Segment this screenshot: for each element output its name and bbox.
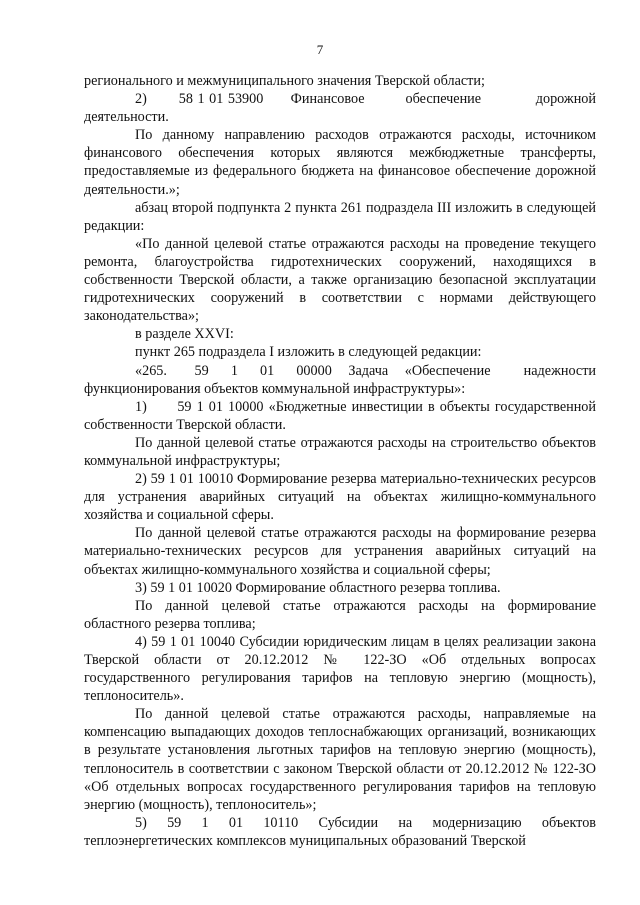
paragraph-10: По данной целевой статье отражаются расходы на строительство объектов коммунальной инфраструктуры;: [84, 434, 596, 469]
paragraph-15: 4) 59 1 01 10040 Субсидии юридическим лицам в целях реализации закона Тверской области от 20.12.2012 № 122-ЗО «Об отдельных вопросах государственного регулирования тарифов на тепловую энергию (мощность), теплоноситель».: [84, 633, 596, 705]
document-body: [84, 72, 596, 850]
paragraph-3: По данному направлению расходов отражаются расходы, источником финансового обеспечения которых являются межбюджетные трансферты, предоставляемые из федерального бюджета на финансовое обеспечение дорожной деятельности.»;: [84, 127, 596, 198]
paragraph-1: регионального и межмуниципального значения Тверской области;: [84, 73, 485, 89]
paragraph-16: По данной целевой статье отражаются расходы, направляемые на компенсацию выпадающих доходов теплоснабжающих организаций, возникающих в результате установления льготных тарифов на тепловую энергию (мощность), теплоноситель в соответствии с законом Тверской области от 20.12.2012 № 122-ЗО «Об отдельных вопросах государственного регулирования тарифов на тепловую энергию (мощность), теплоноситель»;: [84, 706, 596, 813]
paragraph-14: По данной целевой статье отражаются расходы на формирование областного резерва топлива;: [84, 597, 596, 632]
paragraph-8: «265. 59 1 01 00000 Задача «Обеспечение надежности функционирования объектов коммунальной инфраструктуры»:: [84, 362, 596, 397]
paragraph-13: 3) 59 1 01 10020 Формирование областного резерва топлива.: [135, 579, 501, 596]
paragraph-11: 2) 59 1 01 10010 Формирование резерва материально-технических ресурсов для устранения аварийных ситуаций на объектах жилищно-коммунального хозяйства и социальной сферы.: [84, 471, 596, 524]
paragraph-9: 1) 59 1 01 10000 «Бюджетные инвестиции в объекты государственной собственности Тверской области.: [84, 398, 596, 433]
paragraph-17: 5) 59 1 01 10110 Субсидии на модернизацию объектов теплоэнергетических комплексов муниципальных образований Тверской: [84, 814, 596, 849]
page-number: 7: [316, 42, 324, 57]
paragraph-2: 2) 58 1 01 53900 Финансовое обеспечение дорожной деятельности.: [84, 91, 596, 126]
paragraph-5: «По данной целевой статье отражаются расходы на проведение текущего ремонта, благоустройства гидротехнических сооружений, находящихся в собственности Тверской области, а также организацию безопасной эксплуатации гидротехнических сооружений в соответствии с нормами действующего законодательства»;: [84, 235, 596, 325]
paragraph-4: абзац второй подпункта 2 пункта 261 подраздела III изложить в следующей редакции:: [84, 199, 596, 234]
paragraph-6: в разделе XXVI:: [135, 326, 234, 343]
paragraph-12: По данной целевой статье отражаются расходы на формирование резерва материально-технических ресурсов для устранения аварийных ситуаций на объектах жилищно-коммунального хозяйства и социальной сферы;: [84, 525, 596, 578]
paragraph-7: пункт 265 подраздела I изложить в следующей редакции:: [135, 344, 482, 361]
